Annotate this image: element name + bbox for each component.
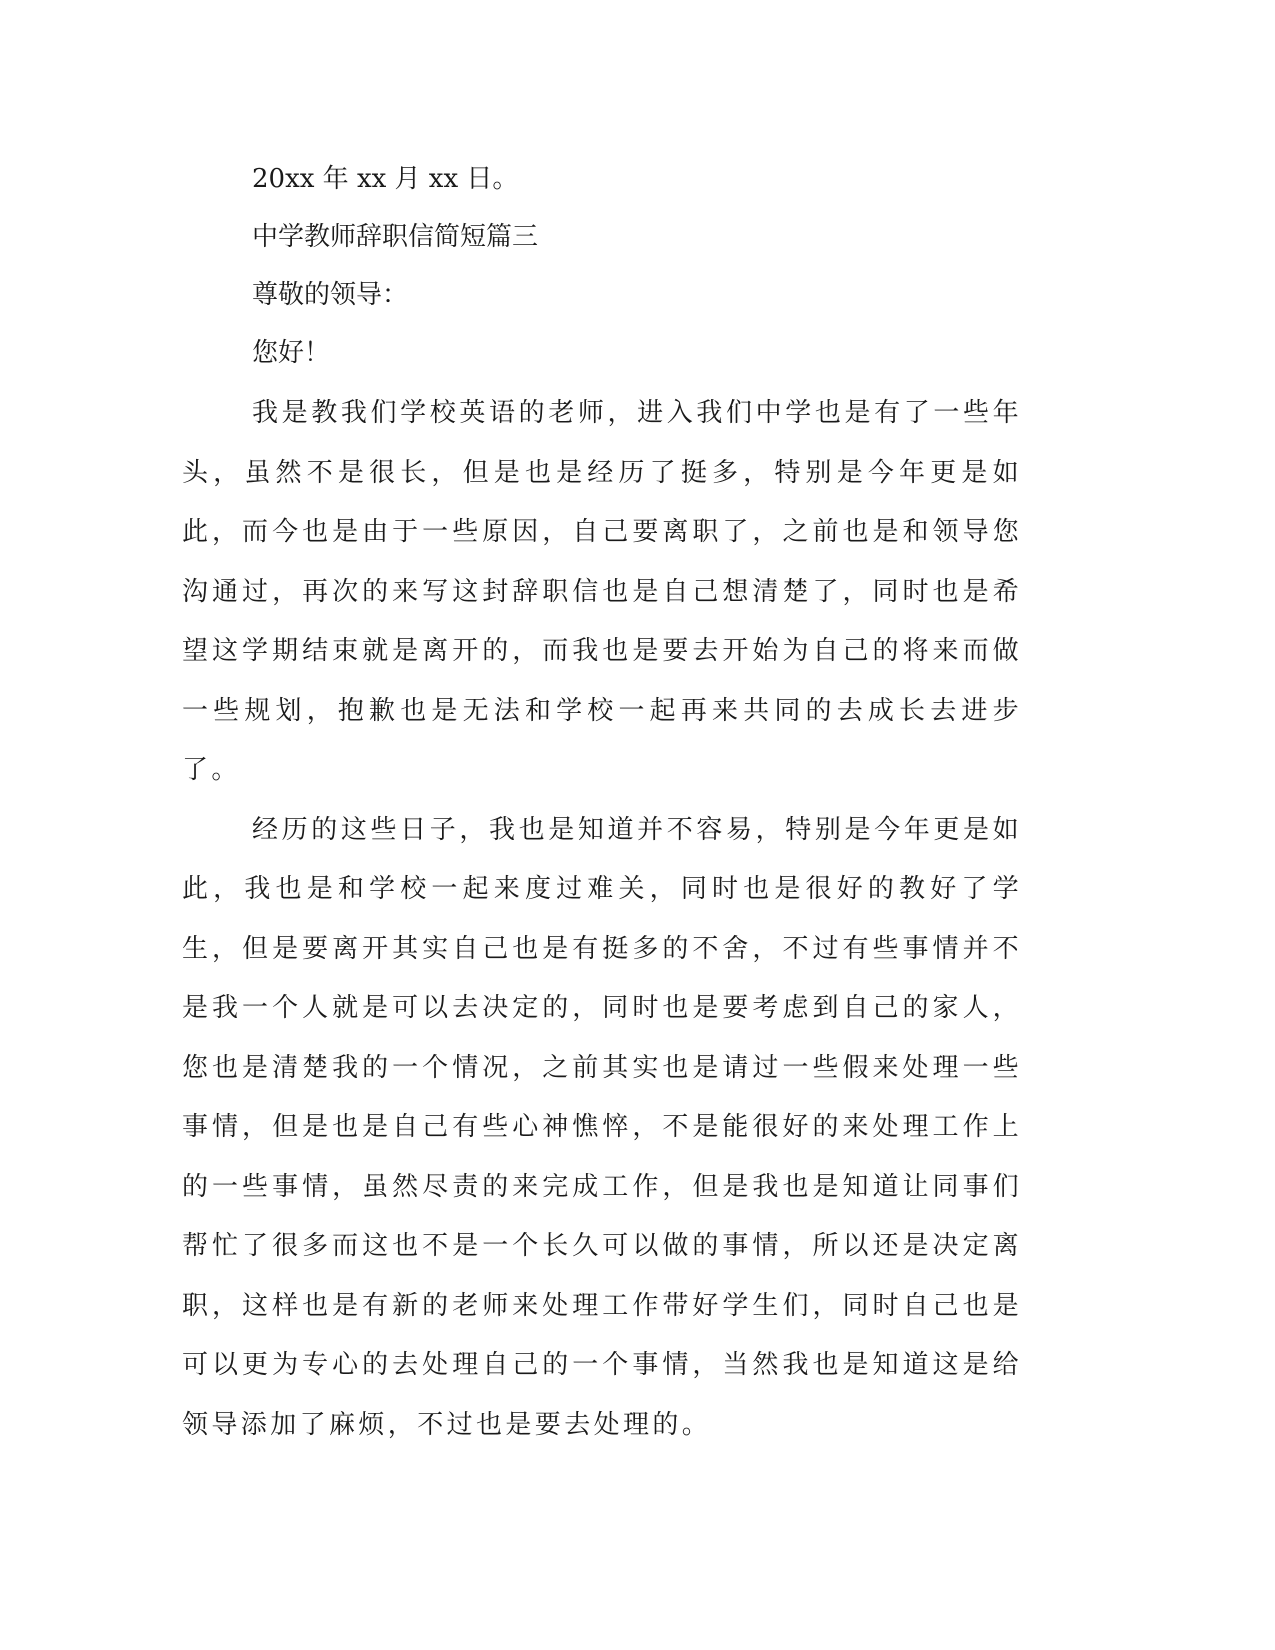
date-line: 20xx 年 xx 月 xx 日。 xyxy=(252,164,519,194)
section-title: 中学教师辞职信简短篇三 xyxy=(252,222,539,252)
body-paragraph-2: 经历的这些日子，我也是知道并不容易，特别是今年更是如此，我也是和学校一起来度过难关，同时也是很好的教好了学生，但是要离开其实自己也是有挺多的不舍，不过有些事情并不是我一个人就是可以去决定的，同时也是要考虑到自己的家人，您也是清楚我的一个情况，之前其实也是请过一些假来处理一些事情，但是也是自己有些心神憔悴，不是能很好的来处理工作上的一些事情，虽然尽责的来完成工作，但是我也是知道让同事们帮忙了很多而这也不是一个长久可以做的事情，所以还是决定离职，这样也是有新的老师来处理工作带好学生们，同时自己也是可以更为专心的去处理自己的一个事情，当然我也是知道这是给领导添加了麻烦，不过也是要去处理的。 xyxy=(182,814,1022,1440)
letter-body xyxy=(182,150,1022,1455)
greeting: 您好！ xyxy=(252,338,331,368)
body-paragraph-1: 我是教我们学校英语的老师，进入我们中学也是有了一些年头，虽然不是很长，但是也是经历了挺多，特别是今年更是如此，而今也是由于一些原因，自己要离职了，之前也是和领导您沟通过，再次的来写这封辞职信也是自己想清楚了，同时也是希望这学期结束就是离开的，而我也是要去开始为自己的将来而做一些规划，抱歉也是无法和学校一起再来共同的去成长去进步了。 xyxy=(182,398,1022,785)
salutation: 尊敬的领导： xyxy=(252,280,409,310)
